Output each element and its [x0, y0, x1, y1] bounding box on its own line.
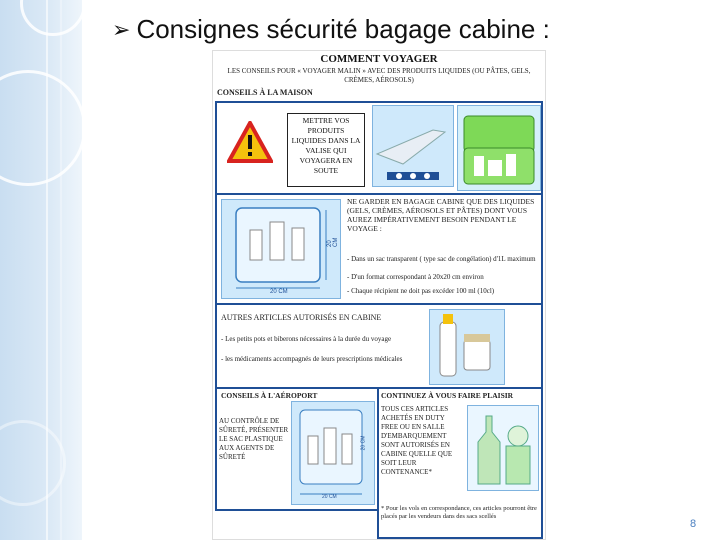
airport-bag-illustration: [291, 401, 375, 505]
baby-bottle-icon: [430, 310, 504, 384]
home-advice-text: METTRE VOS PRODUITS LIQUIDES DANS LA VALISE QUI VOYAGERA EN SOUTE: [287, 113, 365, 187]
airplane-illustration: [372, 105, 454, 187]
duty-free-illustration: [467, 405, 539, 491]
bag-width-label: 20 CM: [270, 289, 288, 295]
document-heading: COMMENT VOYAGER: [320, 53, 438, 65]
transparent-bag-illustration: [221, 199, 341, 299]
page-number: 8: [690, 518, 697, 530]
suitcase-illustration: [457, 105, 541, 191]
duty-free-title: CONTINUEZ À VOUS FAIRE PLAISIR: [381, 391, 514, 400]
section-airport-box: [215, 387, 379, 511]
decorative-ring: [0, 420, 66, 506]
section-other-items-box: [215, 303, 543, 389]
airport-advice-text: AU CONTRÔLE DE SÛRETÉ, PRÉSENTER LE SAC PLASTIQUE AUX AGENTS DE SÛRETÉ: [219, 417, 289, 461]
decorative-ring: [20, 0, 82, 36]
warning-icon: [227, 121, 273, 163]
other-items-title: AUTRES ARTICLES AUTORISÉS EN CABINE: [221, 313, 382, 322]
baby-items-illustration: [429, 309, 505, 385]
decorative-streak: [46, 0, 48, 540]
transparent-bag-icon: [222, 200, 340, 298]
bullet-arrow-icon: ➢: [112, 16, 131, 42]
decorative-streak: [60, 0, 62, 540]
cabin-liquids-item: - D'un format correspondant à 20x20 cm environ: [347, 273, 484, 281]
bag-width-label: 20 CM: [322, 494, 337, 500]
cabin-liquids-item: - Chaque récipient ne doit pas excéder 100 ml (10cl): [347, 287, 495, 295]
document-subheading: LES CONSEILS POUR « VOYAGER MALIN » AVEC DES PRODUITS LIQUIDES (OU PÂTES, GELS, CRÈMES, AÉROSOLS): [227, 67, 531, 84]
decorative-ring: [0, 70, 82, 186]
other-items-entry: - Les petits pots et biberons nécessaires à la durée du voyage: [221, 335, 392, 343]
section-duty-free-box: [377, 387, 543, 539]
duty-free-text: TOUS CES ARTICLES ACHETÉS EN DUTY FREE OU EN SALLE D'EMBARQUEMENT SONT AUTORISÉS EN CABINE QUELLE QUE SOIT LEUR CONTENANCE*: [381, 405, 453, 476]
slide-title-text: Consignes sécurité bagage cabine :: [136, 14, 550, 44]
cabin-liquids-item: - Dans un sac transparent ( type sac de congélation) d'1L maximum: [347, 255, 536, 263]
section-home-box: [215, 101, 543, 195]
other-items-entry: - les médicaments accompagnés de leurs prescriptions médicales: [221, 355, 403, 363]
transparent-bag-icon: [292, 402, 374, 504]
suitcase-icon: [458, 106, 540, 190]
airplane-icon: [373, 106, 453, 186]
slide-title: [112, 14, 550, 45]
duty-free-footnote: * Pour les vols en correspondance, ces articles pourront être placés par les vendeurs dans des sacs scellés: [381, 505, 537, 520]
bag-height-label: 20 CM: [360, 435, 367, 451]
cabin-liquids-text: NE GARDER EN BAGAGE CABINE QUE DES LIQUIDES (GELS, CRÈMES, AÉROSOLS ET PÂTES) DONT VOUS AUREZ IMPÉRATIVEMENT BESOIN PENDANT LE VOYAGE :: [347, 197, 535, 233]
airport-advice-title: CONSEILS À L'AÉROPORT: [221, 391, 318, 400]
bag-height-label: 20 CM: [327, 237, 339, 247]
section-home-title: CONSEILS À LA MAISON: [217, 88, 313, 97]
bottle-icon: [468, 406, 538, 490]
instruction-document: [212, 50, 546, 540]
decorative-sidebar: [0, 0, 82, 540]
section-cabin-box: [215, 193, 543, 305]
